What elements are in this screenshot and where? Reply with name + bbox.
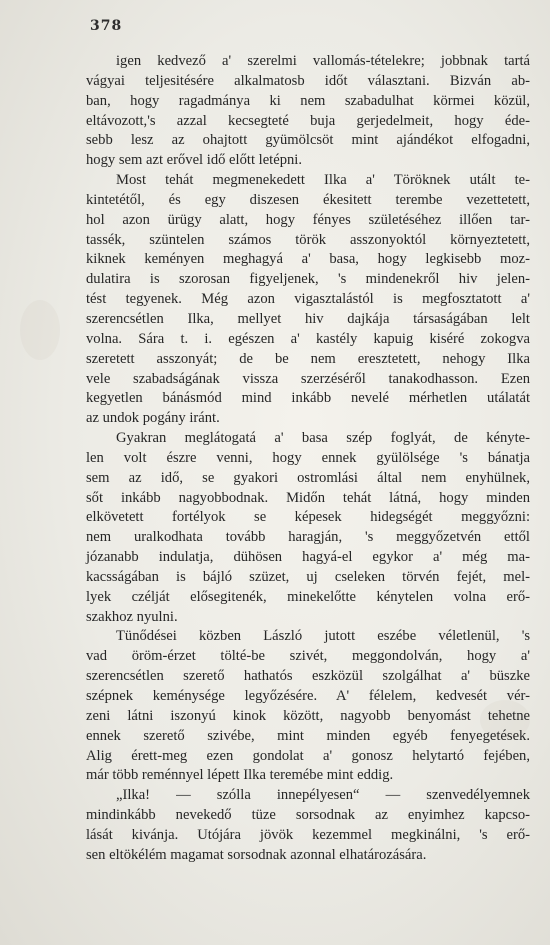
- text-line: sőt inkább nagyobbodnak. Midőn tehát látná, hogy minden: [86, 489, 530, 506]
- text-line: dulatira is szorosan figyeljenek, 's mindenekről hiv jelen-: [86, 271, 530, 288]
- text-line: józanabb indulatja, dühösen hagyá-el egykor a' még ma-: [86, 549, 530, 566]
- text-line: mindinkább nevekedő tüze sorsodnak az enyimhez kapcso-: [86, 807, 530, 824]
- text-line: szerencsétlen Ilka, mellyet hiv dajkája társaságában lelt: [86, 310, 530, 327]
- body-text: [86, 52, 530, 866]
- text-line: az undok pogány iránt.: [86, 410, 220, 427]
- text-line: sebb lesz az ohajtott gyümölcsöt mint ajándékot elfogadni,: [86, 132, 530, 149]
- text-line: szerencsétlen szerető hathatós eszközül szolgálhat a' büszke: [86, 668, 530, 685]
- text-line: lását kivánja. Utójára jövök kezemmel megkinálni, 's erő-: [86, 826, 530, 843]
- text-line: sen eltökélém magamat sorsodnak azonnal elhatározására.: [86, 846, 427, 863]
- text-line: kegyetlen bánásmód mind inkább nevelé mérhetlen utálatát: [86, 390, 530, 407]
- text-line: vele szabadságának vissza szerzéséről tanakodhasson. Ezen: [86, 370, 530, 387]
- text-line: ennek szerető szivébe, mint minden egyéb fenyegetések.: [86, 727, 530, 744]
- text-line: lyek czélját elősegitenék, minekelőtte kénytelen volna erő-: [86, 588, 530, 605]
- paragraph: [86, 52, 530, 171]
- text-line: zeni látni iszonyú kinok között, nagyobb benyomást tehetne: [86, 707, 530, 724]
- text-line: vad öröm-érzet tölté-be szivét, meggondolván, hogy a': [86, 648, 530, 665]
- text-line: hogy sem azt erővel idő előtt letépni.: [86, 152, 303, 169]
- text-line: kintetétől, és egy diszesen ékesitett terembe vezettetett,: [86, 191, 530, 208]
- text-line: len volt észre venni, hogy ennek gyülölsége 's bánatja: [86, 449, 530, 466]
- text-line: Most tehát megmenekedett Ilka a' Töröknek utált te-: [116, 172, 530, 189]
- text-line: már több reménnyel lépett Ilka teremébe mint eddig.: [86, 767, 394, 784]
- text-line: kiknek keményen meghagyá a' basa, hogy legkisebb moz-: [86, 251, 530, 268]
- text-line: tassék, szüntelen számos török asszonyoktól környeztetett,: [86, 231, 530, 248]
- paragraph: [86, 429, 530, 627]
- paper-stain: [20, 300, 60, 360]
- text-line: „Ilka! — szólla innepélyesen“ — szenvedélyemnek: [116, 787, 530, 804]
- text-line: vágyai teljesitésére alkalmatosb időt választani. Bizván ab-: [86, 72, 530, 89]
- text-line: nem uralkodhata tovább haragján, 's meggyőzetvén ettől: [86, 529, 530, 546]
- paragraph: [86, 786, 530, 865]
- text-line: tést tegyenek. Még azon vigasztalástól is megfosztatott a': [86, 291, 530, 308]
- text-line: szépnek keménysége legyőzésére. A' félelem, kedvesét vér-: [86, 688, 530, 704]
- text-line: szeretett asszonyát; de be nem eresztetett, nehogy Ilka: [86, 350, 530, 367]
- text-line: ban, hogy ragadmánya ki nem szabadulhat körmei közül,: [86, 92, 530, 109]
- text-line: elkövetett fortélyok se képesek hidegségét meggyőzni:: [86, 509, 530, 526]
- text-line: Tünődései közben László jutott eszébe véletlenül, 's: [116, 628, 530, 645]
- text-line: volna. Sára t. i. egészen a' kastély kapuig kiséré zokogva: [86, 330, 530, 347]
- text-line: kacsságában is bájló szüzet, uj cseleken törvén fejét, mel-: [86, 568, 530, 585]
- paragraph: [86, 627, 530, 786]
- page-number: 378: [90, 18, 123, 34]
- text-line: szakhoz nyulni.: [86, 608, 178, 625]
- text-line: sem az idő, se gyakori ostromlási által nem enyhülnek,: [86, 469, 530, 486]
- text-line: Alig érett-meg ezen gondolat a' gonosz helytartó fejében,: [86, 747, 530, 764]
- text-line: hol azon ürügy alatt, hogy fényes születéséhez illően tar-: [86, 211, 530, 228]
- paragraph: [86, 171, 530, 429]
- text-line: Gyakran meglátogatá a' basa szép foglyát, de kényte-: [116, 430, 530, 447]
- text-line: eltávozott,'s azzal kecsegteté buja gerjedelmeit, hogy éde-: [86, 112, 530, 129]
- text-line: igen kedvező a' szerelmi vallomás-tételekre; jobbnak tartá: [116, 53, 530, 69]
